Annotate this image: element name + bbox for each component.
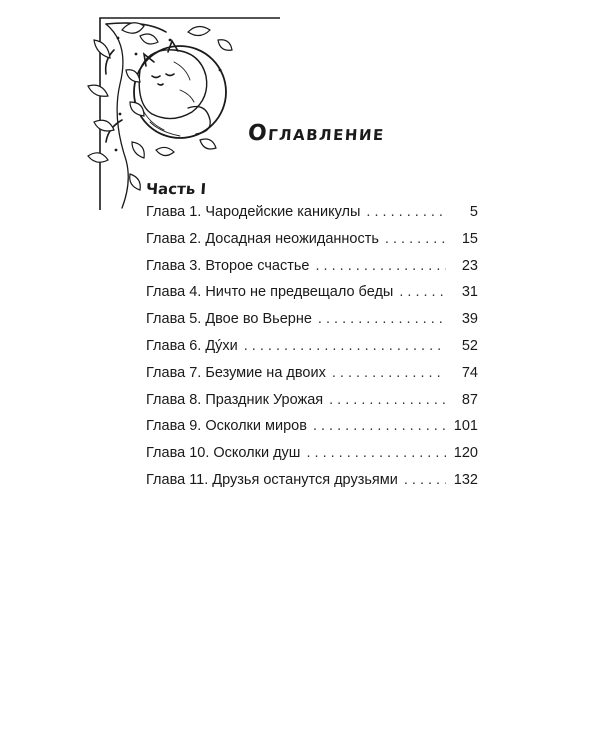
dot-leader xyxy=(316,258,447,274)
toc-entry[interactable] xyxy=(146,231,478,258)
page-number: 120 xyxy=(453,445,478,462)
leaf xyxy=(88,153,108,162)
dot-leader xyxy=(313,418,446,434)
page-number: 101 xyxy=(453,418,478,435)
leaf xyxy=(122,23,144,33)
toc-entry[interactable] xyxy=(146,284,478,311)
leaf xyxy=(200,139,216,149)
page-number: 52 xyxy=(461,337,478,354)
dot-leader xyxy=(318,311,446,327)
page-title: Оглавление xyxy=(247,121,386,146)
page-number: 39 xyxy=(461,311,478,328)
part-heading: Часть I xyxy=(145,180,207,198)
leaf xyxy=(94,120,114,131)
toc-entry[interactable] xyxy=(146,338,478,365)
page-number: 15 xyxy=(461,230,478,247)
chapter-title: Глава 1. Чародейские каникулы xyxy=(146,204,361,220)
chapter-title: Глава 3. Второе счастье xyxy=(146,257,310,274)
leaf xyxy=(218,40,232,51)
dot-leader xyxy=(366,204,446,220)
toc-entry[interactable] xyxy=(146,204,478,231)
vine-main xyxy=(106,24,128,208)
chapter-title: Глава 4. Ничто не предвещало беды xyxy=(146,284,394,301)
dot-leader xyxy=(244,338,446,354)
toc-entry[interactable] xyxy=(146,258,478,285)
chapter-title: Глава 7. Безумие на двоих xyxy=(146,364,326,381)
page-number: 132 xyxy=(453,471,478,488)
leaf xyxy=(140,34,158,44)
chapter-title: Глава 2. Досадная неожиданность xyxy=(146,230,379,247)
chapter-title: Глава 5. Двое во Вьерне xyxy=(146,311,312,328)
toc-entry[interactable] xyxy=(146,445,478,472)
page-number: 23 xyxy=(461,257,478,274)
dot-leader xyxy=(404,472,446,488)
page-number: 31 xyxy=(461,284,478,301)
table-of-contents xyxy=(146,204,478,499)
page-number: 74 xyxy=(461,364,478,381)
dot-leader xyxy=(332,365,446,381)
dot-leader xyxy=(399,284,446,300)
toc-entry[interactable] xyxy=(146,472,478,499)
chapter-title: Глава 11. Друзья останутся друзьями xyxy=(146,471,398,488)
toc-entry[interactable] xyxy=(146,392,478,419)
leaf xyxy=(130,174,141,190)
toc-entry[interactable] xyxy=(146,365,478,392)
leaf xyxy=(188,26,210,35)
chapter-title: Глава 8. Праздник Урожая xyxy=(146,391,324,408)
moon xyxy=(134,46,226,138)
dot-leader xyxy=(329,392,446,408)
dot-leader xyxy=(385,231,446,247)
toc-entry[interactable] xyxy=(146,311,478,338)
leaf xyxy=(94,40,110,58)
chapter-title: Глава 10. Осколки душ xyxy=(146,445,301,462)
page-number: 87 xyxy=(461,391,478,408)
leaf xyxy=(88,85,108,96)
leaf xyxy=(132,142,144,158)
toc-entry[interactable] xyxy=(146,418,478,445)
leaf xyxy=(130,102,144,116)
chapter-title: Глава 9. Осколки миров xyxy=(146,418,307,435)
leaf xyxy=(156,147,174,155)
chapter-title: Глава 6. Дýхи xyxy=(146,337,238,354)
dot-leader xyxy=(306,445,446,461)
page-number: 5 xyxy=(469,204,478,220)
